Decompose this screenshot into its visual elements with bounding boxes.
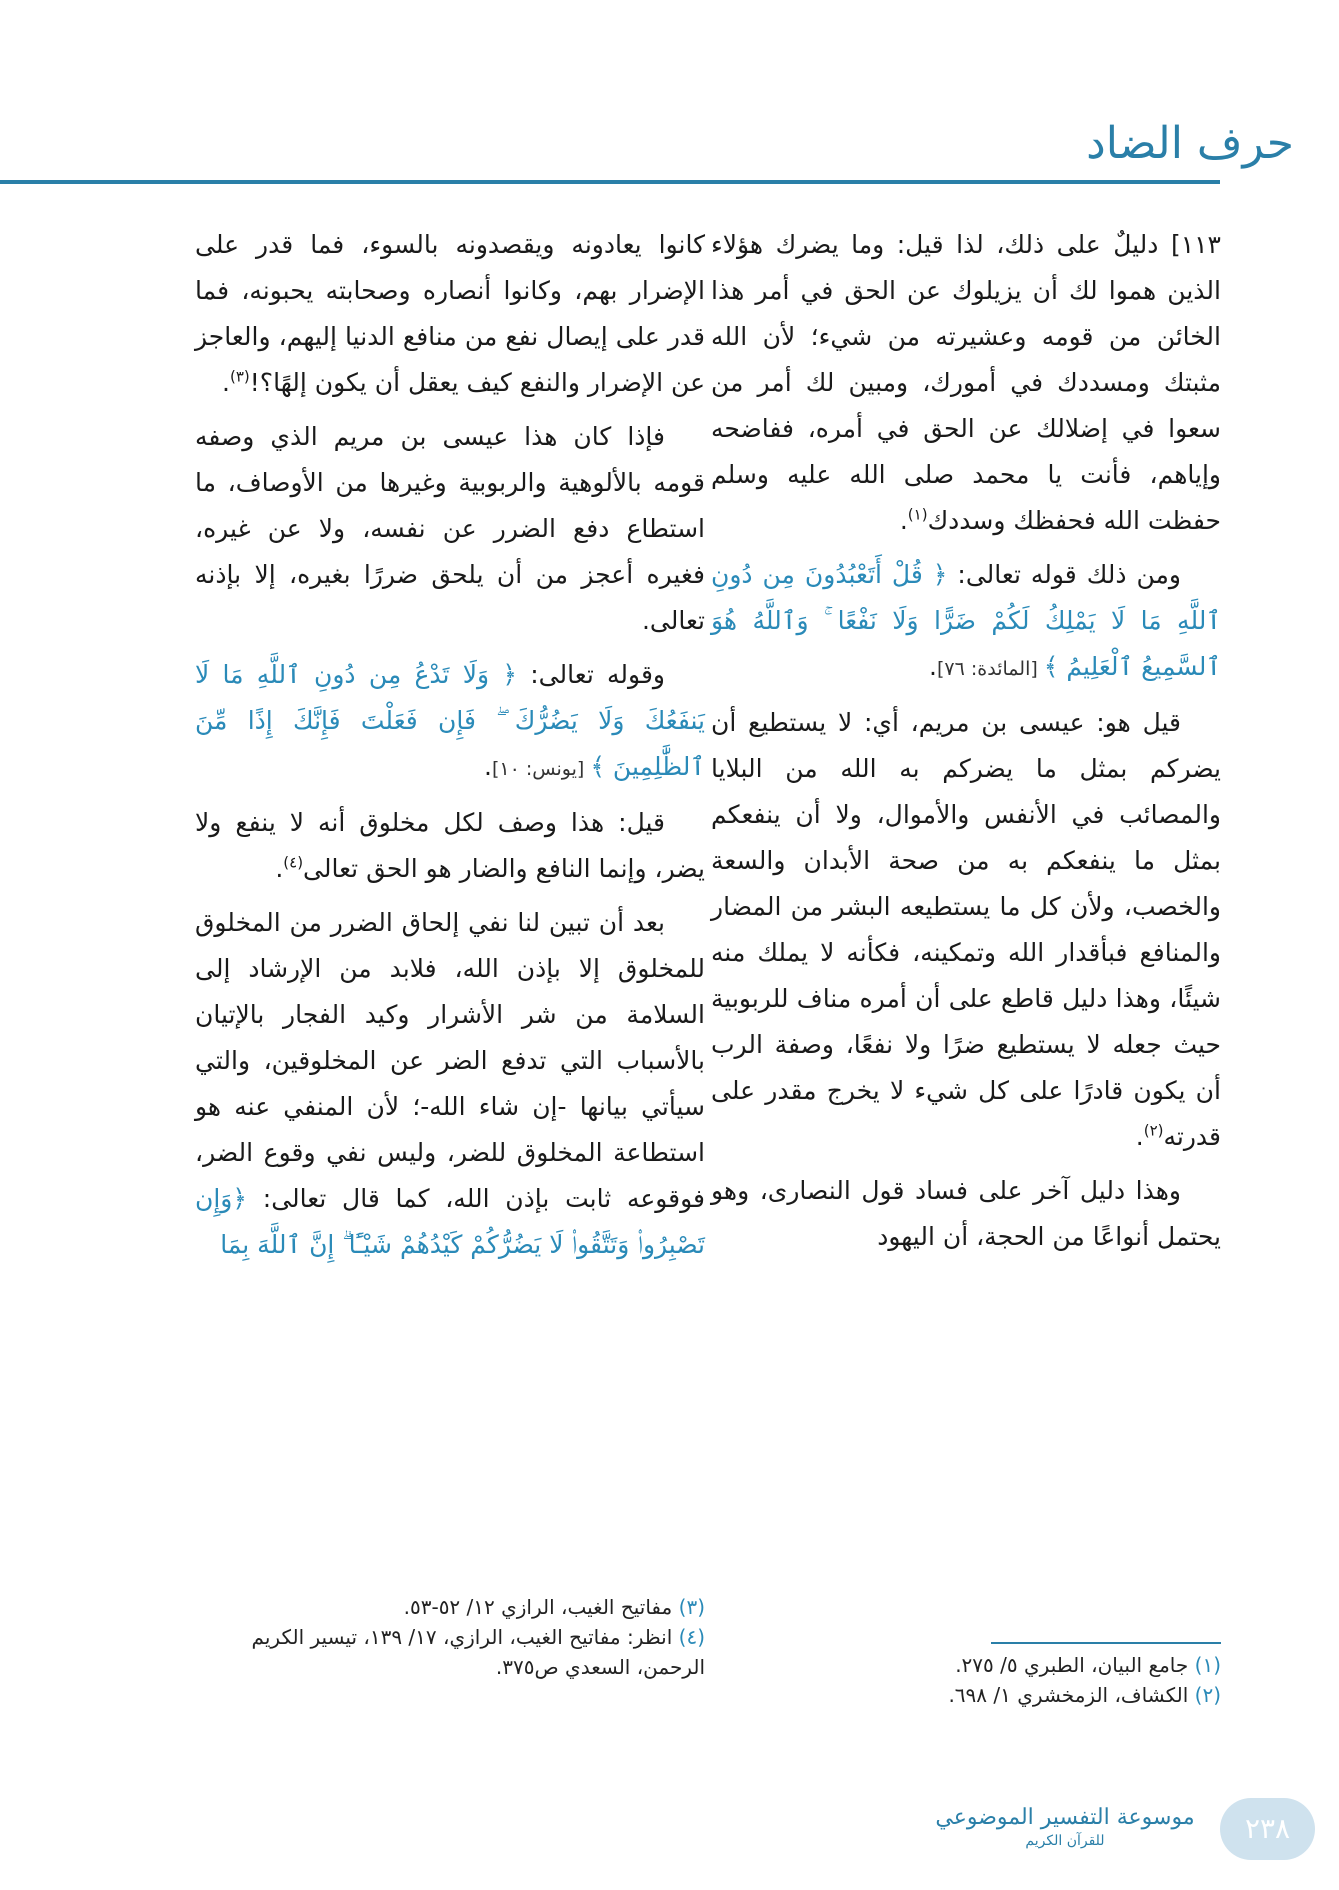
paragraph: [711, 700, 1221, 1160]
punct: .: [929, 652, 937, 681]
punct: .: [899, 506, 908, 535]
paragraph: [195, 800, 705, 892]
logo-title: موسوعة التفسير الموضوعي: [935, 1805, 1195, 1830]
footnote-text: انظر: مفاتيح الغيب، الرازي، ١٧/ ١٣٩، تيسير الكريم الرحمن، السعدي ص٣٧٥.: [251, 1625, 705, 1679]
footnotes-right: [711, 1650, 1221, 1710]
paragraph-text: وقوله تعالى:: [517, 660, 665, 689]
page-number: ٢٣٨: [1220, 1798, 1315, 1860]
footnote-text: مفاتيح الغيب، الرازي ١٢/ ٥٢-٥٣.: [403, 1595, 679, 1619]
paragraph: [195, 222, 705, 406]
chapter-title: حرف الضاد: [1086, 118, 1294, 169]
footnote-ref[interactable]: (٢): [1143, 1121, 1164, 1140]
footnote-number: (٤): [678, 1625, 705, 1649]
quran-verse: ﴿ وَلَا تَدْعُ مِن دُونِ ٱللَّهِ مَا لَا يَنفَعُكَ وَلَا يَضُرُّكَ ۖ فَإِن فَعَلْتَ فَإِنَّكَ إِذًا مِّنَ ٱلظَّٰلِمِينَ ﴾: [195, 660, 705, 781]
footnote-ref[interactable]: (١): [907, 505, 928, 524]
footnote-number: (٢): [1194, 1683, 1221, 1707]
paragraph-text: بعد أن تبين لنا نفي إلحاق الضرر من المخلوق للمخلوق إلا بإذن الله، فلابد من الإرشاد إلى السلامة من شر الأشرار وكيد الفجار بالإتيان بالأسباب التي تدفع الضر عن المخلوقين، والتي سيأتي بيانها -إن شاء الله-؛ لأن المنفي عنه هو استطاعة المخلوق للضر، وليس نفي وقوع الضر، فوقوعه ثابت بإذن الله، كما قال تعالى:: [195, 908, 705, 1213]
paragraph: [195, 414, 705, 644]
verse-reference: [يونس: ١٠]: [491, 758, 591, 780]
punct: .: [222, 368, 230, 397]
paragraph-text: وهذا دليل آخر على فساد قول النصارى، وهو يحتمل أنواعًا من الحجة، أن اليهود: [711, 1176, 1221, 1251]
punct: .: [484, 752, 492, 781]
paragraph: [711, 1168, 1221, 1260]
right-column: [711, 222, 1221, 1268]
paragraph-text: فإذا كان هذا عيسى بن مريم الذي وصفه قومه بالألوهية والربوبية وغيرها من الأوصاف، ما استطاع دفع الضرر عن نفسه، ولا عن غيره، فغيره أعجز من أن يلحق ضررًا بغيره، إلا بإذنه تعالى.: [195, 422, 705, 635]
footnote-rule: [991, 1642, 1221, 1644]
paragraph-text: قيل: هذا وصف لكل مخلوق أنه لا ينفع ولا يضر، وإنما النافع والضار هو الحق تعالى: [195, 808, 705, 883]
punct: .: [275, 854, 284, 883]
paragraph: [195, 652, 705, 792]
logo-subtitle: للقرآن الكريم: [1025, 1833, 1105, 1849]
paragraph-text: قيل هو: عيسى بن مريم، أي: لا يستطيع أن يضركم بمثل ما يضركم به الله من البلايا والمصائب في الأنفس والأموال، ولا أن ينفعكم بمثل ما ينفعكم به من صحة الأبدان والسعة والخصب، ولأن كل ما يستطيعه البشر من المضار والمنافع فبأقدار الله وتمكينه، فكأنه لا يملك منه شيئًا، وهذا دليل قاطع على أن أمره مناف للربوبية حيث جعله لا يستطيع ضرًا ولا نفعًا، وصفة الرب أن يكون قادرًا على كل شيء لا يخرج مقدر على قدرته: [711, 708, 1221, 1151]
punct: .: [1135, 1122, 1144, 1151]
footnote: [195, 1592, 705, 1622]
quran-verse: ﴿ قُلْ أَتَعْبُدُونَ مِن دُونِ ٱللَّهِ مَا لَا يَمْلِكُ لَكُمْ ضَرًّا وَلَا نَفْعًا ۚ وَٱللَّهُ هُوَ ٱلسَّمِيعُ ٱلْعَلِيمُ ﴾: [711, 560, 1221, 681]
encyclopedia-logo: [930, 1804, 1200, 1850]
left-column: [195, 222, 705, 1276]
footnote-number: (١): [1194, 1653, 1221, 1677]
verse-reference: [المائدة: ٧٦]: [937, 658, 1044, 680]
header-rule: [0, 180, 1220, 184]
paragraph-text: ومن ذلك قوله تعالى:: [947, 560, 1181, 589]
footnote-number: (٣): [678, 1595, 705, 1619]
footnote-text: الكشاف، الزمخشري ١/ ٦٩٨.: [948, 1683, 1195, 1707]
footnote: [711, 1680, 1221, 1710]
footnote: [711, 1650, 1221, 1680]
paragraph: [195, 900, 705, 1268]
footnote: [195, 1622, 705, 1682]
footnote-ref[interactable]: (٤): [283, 853, 304, 872]
quran-verse: ﴿وَإِن تَصْبِرُوا۟ وَتَتَّقُوا۟ لَا يَضُرُّكُمْ كَيْدُهُمْ شَيْـًٔا ۗ إِنَّ ٱللَّهَ بِمَا: [195, 1184, 705, 1259]
footnote-ref[interactable]: (٣): [230, 367, 250, 386]
paragraph-text: كانوا يعادونه ويقصدونه بالسوء، فما قدر على الإضرار بهم، وكانوا أنصاره وصحابته يحبونه، فما قدر على إيصال نفع من منافع الدنيا إليهم، والعاجز عن الإضرار والنفع كيف يعقل أن يكون إلهًا؟!: [195, 230, 705, 397]
footnotes-left: [195, 1592, 705, 1682]
paragraph: [711, 552, 1221, 692]
footnote-text: جامع البيان، الطبري ٥/ ٢٧٥.: [955, 1653, 1195, 1677]
paragraph: [711, 222, 1221, 544]
paragraph-text: ١١٣] دليلٌ على ذلك، لذا قيل: وما يضرك هؤلاء الذين هموا لك أن يزيلوك عن الحق في أمر هذا الخائن من قومه وعشيرته من شيء؛ لأن الله مثبتك ومسددك في أمورك، ومبين لك أمر من سعوا في إضلالك عن الحق في أمره، ففاضحه وإياهم، فأنت يا محمد صلى الله عليه وسلم حفظت الله فحفظك وسددك: [711, 230, 1221, 535]
